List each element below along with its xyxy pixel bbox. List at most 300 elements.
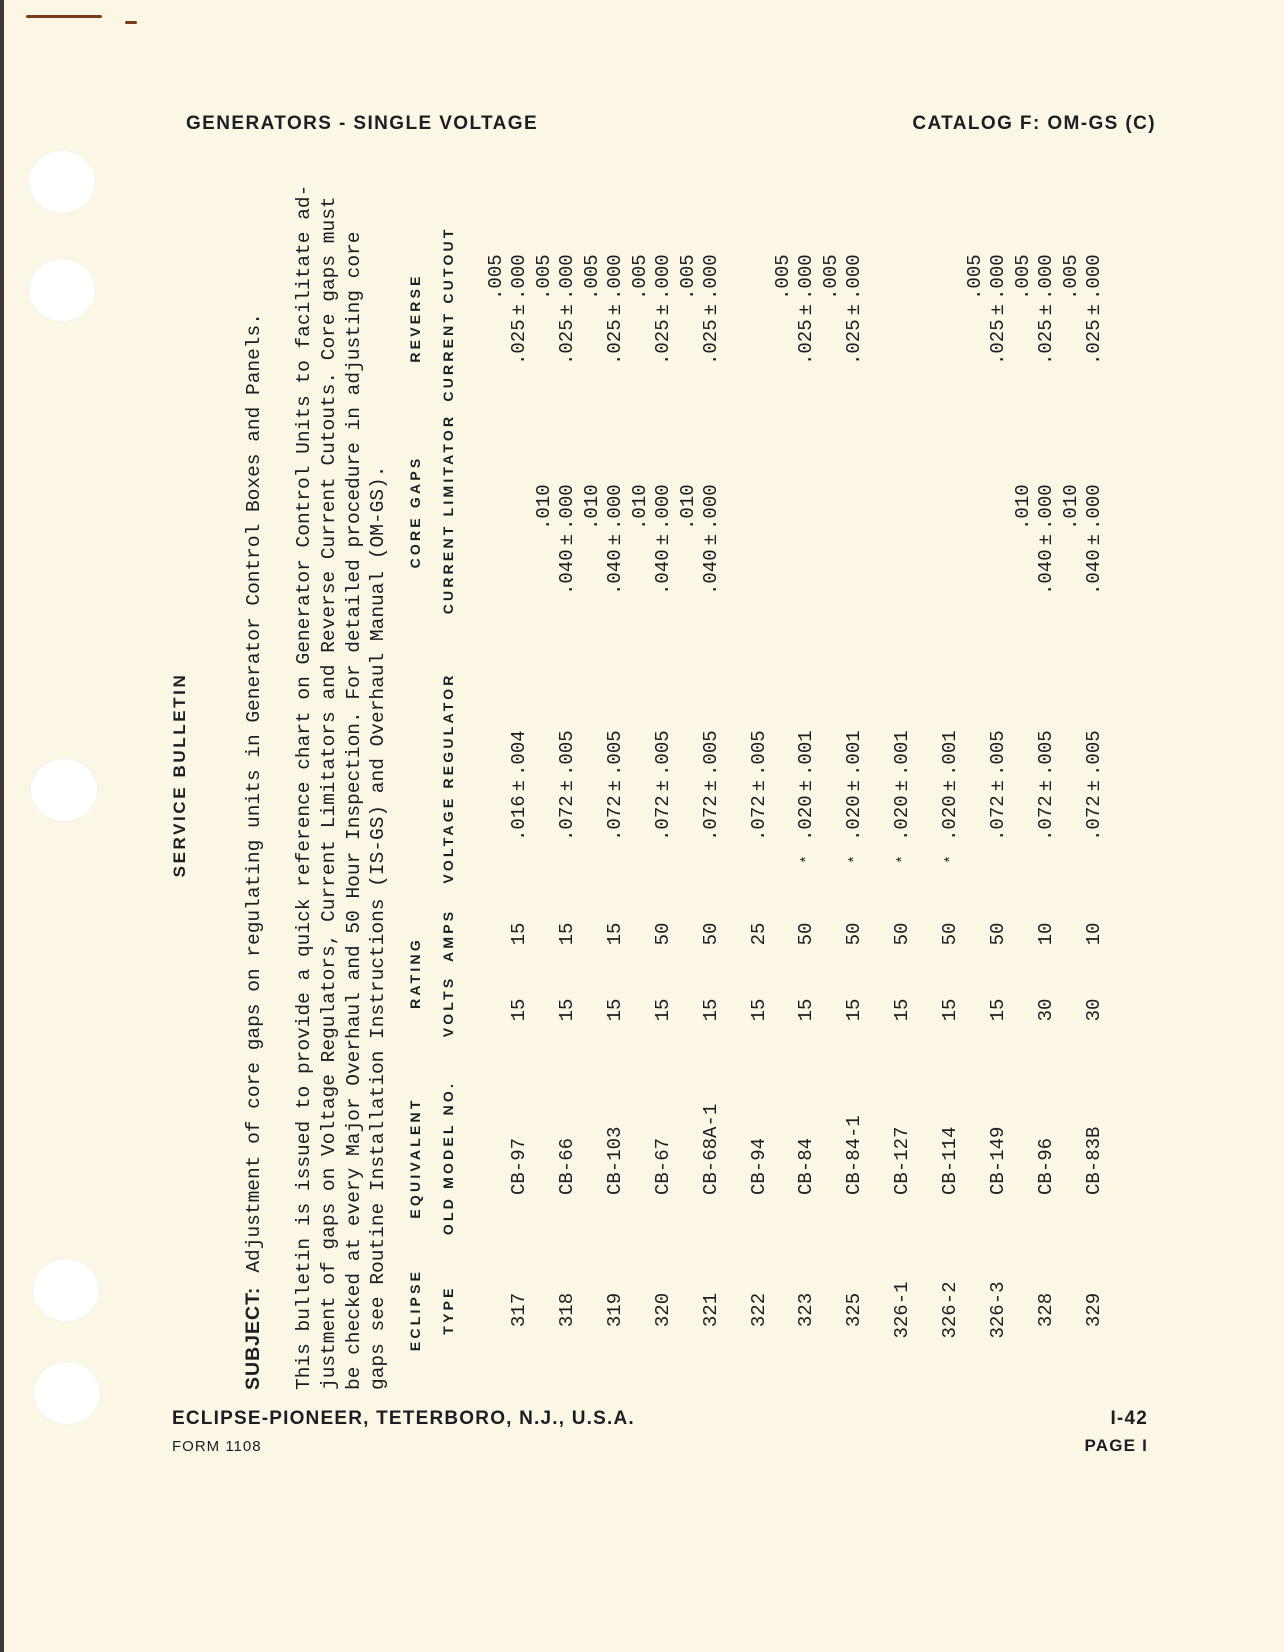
old-model-no: CB-68A-1 [699,1103,722,1195]
volts-value: 15 [651,998,674,1022]
current-limitator-cell [628,484,674,595]
plus-minus-symbol: ± [555,303,578,316]
amps-value: 50 [651,922,674,946]
header-section-title: GENERATORS - SINGLE VOLTAGE [186,113,539,134]
amps-value: 15 [555,922,578,946]
rc-minus-tolerance: .000 [651,254,674,300]
plus-minus-symbol: ± [1082,533,1105,546]
type-cell [939,1281,961,1338]
reverse-cutout-cell [964,254,1009,365]
col-header-reverse: REVERSE [407,273,423,363]
table-row [1059,150,1109,1400]
plus-minus-symbol: ± [747,779,770,792]
volts-cell [1083,999,1105,1022]
amps-value: 50 [795,922,818,946]
subject-line [242,313,265,1390]
footer-page: PAGE I [1084,1436,1148,1455]
plus-minus-symbol: ± [795,303,818,316]
rc-plus-tolerance: .005 [964,254,986,300]
tolerance-stack [1011,254,1057,300]
plus-minus-symbol: ± [1034,533,1057,546]
paragraph-line: gaps see Routine Installation Instructions (IS-GS) and Overhaul Manual (OM-GS). [367,465,389,1390]
vr-tolerance: .001 [891,730,914,776]
current-limitator-cell [676,484,722,595]
eclipse-type: 322 [747,1292,770,1328]
tolerance-stack [485,254,530,300]
old-model-no: CB-84 [795,1137,818,1195]
vr-nominal: .072 [747,795,770,841]
volts-cell [508,999,530,1022]
plus-minus-symbol: ± [555,779,578,792]
cl-plus-tolerance: .010 [1059,484,1082,530]
plus-minus-symbol: ± [891,779,914,792]
amps-cell [939,923,961,946]
amps-cell [508,923,530,946]
table-row [772,150,821,1400]
vr-tolerance: .004 [508,730,530,776]
plus-minus-symbol: ± [651,533,674,546]
amps-value: 25 [747,922,770,946]
reverse-cutout-cell [580,254,626,365]
binder-hole [28,150,96,214]
rc-minus-tolerance: .000 [699,254,722,300]
amps-cell [843,923,865,946]
voltage-regulator-cell [652,730,674,864]
rc-minus-tolerance: .000 [1034,254,1057,300]
amps-cell [652,923,674,946]
reverse-cutout-cell [1059,254,1105,365]
eclipse-type: 323 [795,1292,818,1328]
type-cell [556,1293,578,1327]
vr-tolerance: .001 [795,730,818,776]
table-row [485,150,534,1400]
equiv-cell [987,1127,1009,1195]
reverse-cutout-cell [1011,254,1057,365]
cl-nominal: .040 [1034,549,1057,595]
type-cell [508,1293,530,1327]
eclipse-type: 326-2 [939,1281,962,1339]
col-header-type: TYPE [440,1285,456,1335]
table-row [532,150,582,1400]
amps-cell [556,923,578,946]
rc-plus-tolerance: .005 [676,254,699,300]
eclipse-type: 326-1 [891,1281,914,1339]
rc-minus-tolerance: .000 [795,254,818,300]
type-cell [748,1293,770,1327]
volts-value: 15 [603,998,626,1022]
old-model-no: CB-94 [747,1137,770,1195]
rotated-bulletin [170,150,1110,1400]
cl-nominal: .040 [603,549,626,595]
rc-nominal: .025 [555,319,578,365]
volts-value: 15 [699,998,722,1022]
vr-tolerance: .005 [699,730,722,776]
cl-nominal: .040 [699,549,722,595]
tolerance-stack [820,254,866,300]
volts-value: 15 [891,998,914,1022]
ink-mark [125,21,137,24]
cl-minus-tolerance: .000 [1034,484,1057,530]
vr-tolerance: .001 [843,730,866,776]
rc-plus-tolerance: .005 [772,254,795,300]
vr-nominal: .072 [555,795,578,841]
plus-minus-symbol: ± [508,779,530,792]
cl-nominal: .040 [555,549,578,595]
eclipse-type: 326-3 [987,1281,1009,1339]
plus-minus-symbol: ± [699,303,722,316]
voltage-regulator-cell [1035,730,1057,864]
rc-plus-tolerance: .005 [1011,254,1034,300]
old-model-no: CB-127 [891,1126,914,1195]
current-limitator-cell [532,484,578,595]
table-row [1011,150,1061,1400]
type-cell [1035,1293,1057,1327]
binder-hole [30,758,98,822]
vr-nominal: .020 [843,795,866,841]
volts-value: 30 [1034,998,1057,1022]
reverse-cutout-cell [485,254,530,365]
table-row [748,150,774,1400]
eclipse-type: 317 [508,1292,530,1328]
plus-minus-symbol: ± [508,303,530,316]
col-header-current-limitator: CURRENT LIMITATOR [440,413,456,615]
volts-cell [556,999,578,1022]
rc-nominal: .025 [1034,319,1057,365]
type-cell [604,1293,626,1327]
plus-minus-symbol: ± [699,533,722,546]
rc-nominal: .025 [987,319,1009,365]
tolerance-stack [676,484,722,530]
volts-cell [987,999,1009,1022]
type-cell [795,1293,817,1327]
header-catalog: CATALOG F: OM-GS (C) [912,113,1156,134]
type-cell [843,1293,865,1327]
paragraph-line: be checked at every Major Overhaul and 50 Hour Inspection. For detailed procedure in adjusting core [343,231,365,1390]
vr-nominal: .072 [651,795,674,841]
plus-minus-symbol: ± [603,779,626,792]
amps-cell [748,923,770,946]
current-limitator-cell [1011,484,1057,595]
volts-value: 15 [555,998,578,1022]
amps-value: 50 [891,922,914,946]
vr-tolerance: .001 [939,730,962,776]
plus-minus-symbol: ± [651,779,674,792]
volts-value: 30 [1082,998,1105,1022]
amps-value: 50 [939,922,962,946]
rc-minus-tolerance: .000 [1082,254,1105,300]
volts-value: 15 [843,998,866,1022]
vr-tolerance: .005 [1082,730,1105,776]
volts-cell [748,999,770,1022]
rc-nominal: .025 [651,319,674,365]
old-model-no: CB-66 [555,1137,578,1195]
volts-value: 15 [795,998,818,1022]
type-cell [891,1281,913,1338]
subject-text: Adjustment of core gaps on regulating units in Generator Control Boxes and Panels. [243,313,265,1273]
subject-label: SUBJECT: [242,1286,264,1390]
volts-value: 15 [508,998,530,1022]
table-row [820,150,869,1400]
equiv-cell [748,1138,770,1195]
star-mark: * [847,854,865,864]
vr-nominal: .020 [795,795,818,841]
voltage-regulator-cell [700,730,722,864]
volts-cell [1035,999,1057,1022]
cl-plus-tolerance: .010 [628,484,651,530]
cl-minus-tolerance: .000 [1082,484,1105,530]
old-model-no: CB-67 [651,1137,674,1195]
footer-company: ECLIPSE-PIONEER, TETERBORO, N.J., U.S.A. [172,1408,635,1429]
old-model-no: CB-103 [603,1126,626,1195]
plus-minus-symbol: ± [1034,303,1057,316]
col-header-rating: RATING [407,937,423,1009]
plus-minus-symbol: ± [987,779,1009,792]
plus-minus-symbol: ± [1082,779,1105,792]
eclipse-type: 320 [651,1292,674,1328]
col-header-type: ECLIPSE [407,1268,423,1352]
tolerance-stack [1059,484,1105,530]
cl-nominal: .040 [1082,549,1105,595]
plus-minus-symbol: ± [699,779,722,792]
table-row [891,150,917,1400]
rc-plus-tolerance: .005 [532,254,555,300]
tolerance-stack [532,484,578,530]
tolerance-stack [532,254,578,300]
amps-cell [795,923,817,946]
reverse-cutout-cell [676,254,722,365]
col-header-equiv: OLD MODEL NO. [440,1080,456,1236]
footer-number: I-42 [1110,1408,1148,1429]
voltage-regulator-cell [891,730,913,864]
vr-nominal: .072 [1082,795,1105,841]
vr-tolerance: .005 [747,730,770,776]
star-mark: * [799,854,817,864]
tolerance-stack [628,254,674,300]
vr-nominal: .072 [603,795,626,841]
tolerance-stack [628,484,674,530]
tolerance-stack [1059,254,1105,300]
cl-minus-tolerance: .000 [603,484,626,530]
binder-hole [28,258,96,322]
volts-cell [652,999,674,1022]
equiv-cell [891,1127,913,1195]
reverse-cutout-cell [628,254,674,365]
amps-cell [1035,923,1057,946]
cl-minus-tolerance: .000 [555,484,578,530]
voltage-regulator-cell [939,730,961,864]
amps-cell [1083,923,1105,946]
equiv-cell [1035,1138,1057,1195]
amps-value: 50 [987,922,1009,946]
volts-cell [891,999,913,1022]
plus-minus-symbol: ± [651,303,674,316]
rc-minus-tolerance: .000 [843,254,866,300]
equiv-cell [700,1104,722,1195]
col-header-current-cutout: CURRENT CUTOUT [440,226,456,402]
type-cell [1083,1293,1105,1327]
eclipse-type: 325 [843,1292,866,1328]
table-row [676,150,726,1400]
col-header-volts-amps: VOLTS AMPS [440,908,456,1038]
plus-minus-symbol: ± [987,303,1009,316]
table-row [580,150,630,1400]
voltage-regulator-cell [795,730,817,864]
tolerance-stack [580,254,626,300]
old-model-no: CB-96 [1034,1137,1057,1195]
eclipse-type: 321 [699,1292,722,1328]
plus-minus-symbol: ± [939,779,962,792]
tolerance-stack [580,484,626,530]
old-model-no: CB-84-1 [843,1115,866,1195]
equiv-cell [508,1138,530,1195]
amps-cell [700,923,722,946]
vr-tolerance: .005 [1034,730,1057,776]
old-model-no: CB-114 [939,1126,962,1195]
plus-minus-symbol: ± [1082,303,1105,316]
cl-plus-tolerance: .010 [580,484,603,530]
cl-plus-tolerance: .010 [532,484,555,530]
type-cell [700,1293,722,1327]
scan-edge [0,0,4,1652]
col-header-equiv: EQUIVALENT [407,1097,423,1219]
binder-hole [32,1258,100,1322]
cl-plus-tolerance: .010 [1011,484,1034,530]
plus-minus-symbol: ± [1034,779,1057,792]
col-header-core-gaps: CORE GAPS [407,455,423,569]
rc-plus-tolerance: .005 [485,254,507,300]
reverse-cutout-cell [532,254,578,365]
vr-nominal: .016 [508,795,530,841]
rc-nominal: .025 [508,319,530,365]
rc-nominal: .025 [699,319,722,365]
star-mark: * [943,854,961,864]
binder-hole [33,1361,101,1425]
paragraph-line: justment of gaps on Voltage Regulators, Current Limitators and Reverse Current Cutouts. Core gaps must [318,196,340,1390]
amps-value: 10 [1082,922,1105,946]
rc-nominal: .025 [843,319,866,365]
equiv-cell [1083,1127,1105,1195]
voltage-regulator-cell [1083,730,1105,864]
volts-value: 15 [939,998,962,1022]
equiv-cell [843,1115,865,1195]
rc-plus-tolerance: .005 [580,254,603,300]
vr-nominal: .072 [987,795,1009,841]
plus-minus-symbol: ± [843,303,866,316]
star-mark: * [895,854,913,864]
vr-tolerance: .005 [603,730,626,776]
rc-nominal: .025 [603,319,626,365]
voltage-regulator-cell [508,730,530,864]
rc-plus-tolerance: .005 [1059,254,1082,300]
amps-value: 15 [603,922,626,946]
vr-tolerance: .005 [651,730,674,776]
vr-nominal: .072 [1034,795,1057,841]
tolerance-stack [1011,484,1057,530]
rc-minus-tolerance: .000 [603,254,626,300]
vr-nominal: .020 [939,795,962,841]
rc-nominal: .025 [795,319,818,365]
footer-form: FORM 1108 [172,1438,262,1455]
equiv-cell [556,1138,578,1195]
plus-minus-symbol: ± [603,303,626,316]
paragraph-line: This bulletin is issued to provide a quick reference chart on Generator Control Units to facilitate ad- [293,184,315,1390]
ink-mark [26,15,102,18]
table-row [939,150,965,1400]
eclipse-type: 319 [603,1292,626,1328]
tolerance-stack [676,254,722,300]
old-model-no: CB-149 [987,1126,1009,1195]
equiv-cell [795,1138,817,1195]
rc-nominal: .025 [1082,319,1105,365]
volts-cell [795,999,817,1022]
type-cell [652,1293,674,1327]
volts-value: 15 [987,998,1009,1022]
voltage-regulator-cell [843,730,865,864]
rc-plus-tolerance: .005 [820,254,843,300]
tolerance-stack [772,254,818,300]
cl-minus-tolerance: .000 [651,484,674,530]
amps-value: 10 [1034,922,1057,946]
cl-plus-tolerance: .010 [676,484,699,530]
current-limitator-cell [1059,484,1105,595]
old-model-no: CB-83B [1082,1126,1105,1195]
cl-nominal: .040 [651,549,674,595]
old-model-no: CB-97 [508,1137,530,1195]
amps-cell [604,923,626,946]
col-header-voltage-regulator: VOLTAGE REGULATOR [440,672,456,884]
equiv-cell [652,1138,674,1195]
vr-nominal: .072 [699,795,722,841]
voltage-regulator-cell [748,730,770,864]
voltage-regulator-cell [987,730,1009,864]
vr-tolerance: .005 [987,730,1009,776]
equiv-cell [604,1127,626,1195]
voltage-regulator-cell [556,730,578,864]
vr-nominal: .020 [891,795,914,841]
table-row [628,150,678,1400]
plus-minus-symbol: ± [843,779,866,792]
plus-minus-symbol: ± [555,533,578,546]
plus-minus-symbol: ± [795,779,818,792]
amps-value: 50 [699,922,722,946]
volts-cell [939,999,961,1022]
amps-cell [987,923,1009,946]
eclipse-type: 329 [1082,1292,1105,1328]
volts-cell [604,999,626,1022]
current-limitator-cell [580,484,626,595]
amps-value: 15 [508,922,530,946]
reverse-cutout-cell [772,254,818,365]
rc-minus-tolerance: .000 [987,254,1009,300]
vr-tolerance: .005 [555,730,578,776]
eclipse-type: 318 [555,1292,578,1328]
rc-plus-tolerance: .005 [628,254,651,300]
table-row [964,150,1013,1400]
cl-minus-tolerance: .000 [699,484,722,530]
volts-value: 15 [747,998,770,1022]
volts-cell [843,999,865,1022]
rc-minus-tolerance: .000 [555,254,578,300]
voltage-regulator-cell [604,730,626,864]
reverse-cutout-cell [820,254,866,365]
rc-minus-tolerance: .000 [508,254,530,300]
tolerance-stack [964,254,1009,300]
volts-cell [700,999,722,1022]
eclipse-type: 328 [1034,1292,1057,1328]
bulletin-title: SERVICE BULLETIN [170,672,189,878]
amps-cell [891,923,913,946]
plus-minus-symbol: ± [603,533,626,546]
